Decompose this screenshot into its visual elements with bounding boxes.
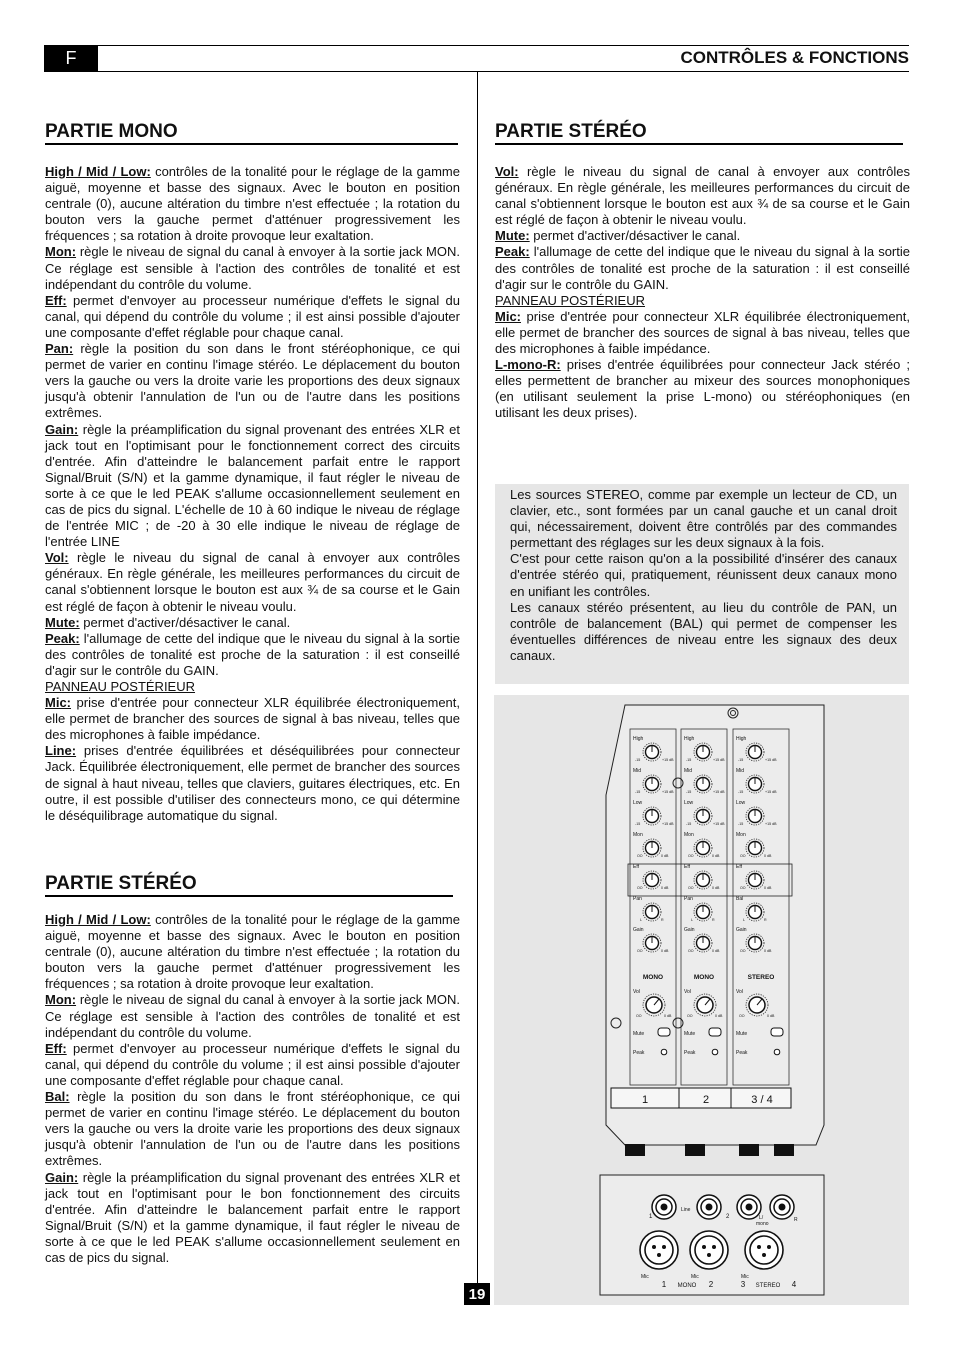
jack-input-icon xyxy=(661,1204,668,1211)
knob-scale-min: -15 xyxy=(635,758,641,762)
rear-number: 4 xyxy=(791,1280,797,1289)
jack-input-icon xyxy=(706,1204,713,1211)
knob-scale-min: -15 xyxy=(686,758,692,762)
knob-scale-max: +15 dB xyxy=(765,790,777,794)
knob-scale-min: OO xyxy=(688,854,694,858)
knob-label: Mid xyxy=(736,768,745,774)
jack-input-icon xyxy=(746,1204,753,1211)
term-hml: High / Mid / Low: xyxy=(45,164,151,179)
channel-type-label: MONO xyxy=(642,974,664,981)
peak-led-icon xyxy=(774,1049,780,1055)
knob-scale-min: OO xyxy=(637,949,643,953)
knob-label: Low xyxy=(736,800,746,806)
knob-scale-max: 0 dB xyxy=(712,949,720,953)
knob-scale-max: +15 dB xyxy=(662,822,674,826)
column-divider xyxy=(477,71,478,1283)
knob-label: High xyxy=(633,736,644,742)
rear-number: 3 xyxy=(740,1280,746,1289)
channel-number: 3 / 4 xyxy=(751,1094,773,1106)
peak-led-icon xyxy=(712,1049,718,1055)
knob-scale-max: 0 dB xyxy=(661,949,669,953)
knob-scale-min: OO xyxy=(637,886,643,890)
knob-scale-l: L xyxy=(691,918,693,922)
rear-number: 2 xyxy=(726,1214,730,1220)
xlr-pin-icon xyxy=(767,1245,771,1249)
mute-label: Mute xyxy=(633,1031,645,1037)
knob-label: Low xyxy=(633,800,643,806)
jack-input-icon xyxy=(779,1204,786,1211)
rubber-foot-icon xyxy=(685,1144,705,1156)
knob-scale-max: +15 dB xyxy=(765,822,777,826)
knob-label: Eff xyxy=(736,864,743,870)
knob-label: High xyxy=(684,736,695,742)
peak-label: Peak xyxy=(684,1050,696,1056)
knob-scale-r: R xyxy=(764,918,767,922)
lmono-label: L/ xyxy=(759,1215,764,1221)
peak-led-icon xyxy=(661,1049,667,1055)
r-label: R xyxy=(794,1217,798,1223)
page-number: 19 xyxy=(464,1283,490,1305)
mute-button-icon xyxy=(771,1028,783,1036)
knob-scale-r: R xyxy=(661,918,664,922)
stereo-section-right: PARTIE STÉRÉO Vol: règle le niveau du signal de canal à envoyer aux contrôles généraux. En règle générale, les meilleures performances du circuit de canal s'obtiennent lorsque le bouton est aux ¾ de sa course et le Gain est réglé de façon à obtenir le niveau voulu. Mute: permet d'activer/désactiver le canal. Peak: l'allumage de cette del indique que le niveau du signal à la sortie des contrôles de tonalité est proche de la saturation : il est conseillé d'agir sur le contrôle du GAIN. PANNEAU POSTÉRIEUR Mic: prise d'entrée pour connecteur XLR équilibrée électroniquement, elle permet de brancher des sources de signal à bas niveau, telles que des microphones à faible impédance. L-mono-R: prises d'entrée équilibrées pour connecteur Jack stéréo ; elles permettent de brancher au mixeur des sources monophoniques (en utilisant seulement la prise L-mono) ou stéréophoniques (en utilisant les deux prises). xyxy=(495,121,910,421)
knob-label: Mid xyxy=(633,768,642,774)
knob-label: Eff xyxy=(684,864,691,870)
knob-scale-max: 0 dB xyxy=(661,886,669,890)
knob-scale-min: OO xyxy=(740,949,746,953)
line-label: Line xyxy=(681,1207,691,1213)
knob-scale-max: 0 dB xyxy=(764,949,772,953)
xlr-pin-icon xyxy=(762,1253,766,1257)
knob-label: Vol xyxy=(684,989,691,995)
xlr-pin-icon xyxy=(702,1245,706,1249)
mute-button-icon xyxy=(709,1028,721,1036)
knob-scale-max: 0 dB xyxy=(664,1014,672,1018)
rear-number: 1 xyxy=(649,1214,653,1220)
xlr-pin-icon xyxy=(662,1245,666,1249)
mute-button-icon xyxy=(658,1028,670,1036)
knob-scale-max: +15 dB xyxy=(662,758,674,762)
knob-label: Pan xyxy=(684,896,693,902)
header-rule-top xyxy=(44,45,909,46)
knob-scale-l: L xyxy=(743,918,745,922)
peak-label: Peak xyxy=(633,1050,645,1056)
knob-scale-min: OO xyxy=(739,1014,745,1018)
knob-label: Vol xyxy=(736,989,743,995)
rear-stereo-label: STEREO xyxy=(755,1283,781,1289)
mono-section-title: PARTIE MONO xyxy=(45,121,460,145)
knob-scale-max: +15 dB xyxy=(713,758,725,762)
knob-scale-min: -15 xyxy=(686,790,692,794)
knob-scale-max: +15 dB xyxy=(765,758,777,762)
knob-scale-min: OO xyxy=(687,1014,693,1018)
knob-label: Pan xyxy=(633,896,642,902)
xlr-pin-icon xyxy=(657,1253,661,1257)
rubber-foot-icon xyxy=(774,1144,794,1156)
xlr-input-icon xyxy=(645,1236,673,1264)
mic-label: Mic xyxy=(691,1274,699,1280)
knob-scale-max: 0 dB xyxy=(715,1014,723,1018)
xlr-input-icon xyxy=(750,1236,778,1264)
channel-type-label: MONO xyxy=(693,974,715,981)
stereo-section-title-left: PARTIE STÉRÉO xyxy=(45,873,460,897)
knob-label: Bal xyxy=(736,896,744,902)
knob-scale-l: L xyxy=(640,918,642,922)
channel-type-label: STEREO xyxy=(747,974,775,981)
knob-label: Mid xyxy=(684,768,693,774)
knob-scale-max: 0 dB xyxy=(767,1014,775,1018)
knob-label: Low xyxy=(684,800,694,806)
xlr-input-icon xyxy=(695,1236,723,1264)
rear-panel-heading: PANNEAU POSTÉRIEUR xyxy=(45,679,196,694)
stereo-note-box: Les sources STEREO, comme par exemple un lecteur de CD, un clavier, etc., sont formées par un canal gauche et un canal droit qui, nécessairement, doivent être contrôlés par des commandes permettant des réglages sur les deux signaux à la fois. C'est pour cette raison qu'on a la possibilité d'insérer des canaux d'entrée stéréo qui, pratiquement, réunissent deux canaux mono en unifiant les contrôles. Les canaux stéréo présentent, au lieu du contrôle de PAN, un contrôle de balancement (BAL) qui permet de compenser les éventuelles différences de niveau entre les signaux des deux canaux. xyxy=(495,484,909,684)
xlr-pin-icon xyxy=(757,1245,761,1249)
knob-scale-min: OO xyxy=(740,854,746,858)
knob-label: Eff xyxy=(633,864,640,870)
knob-label: Vol xyxy=(633,989,640,995)
knob-label: Mon xyxy=(736,832,746,838)
knob-scale-max: 0 dB xyxy=(712,886,720,890)
knob-scale-min: -15 xyxy=(738,790,744,794)
rubber-foot-icon xyxy=(739,1144,759,1156)
mute-label: Mute xyxy=(736,1031,748,1037)
language-badge: F xyxy=(44,45,98,72)
knob-scale-min: OO xyxy=(740,886,746,890)
peak-label: Peak xyxy=(736,1050,748,1056)
lmono-label: mono xyxy=(756,1221,769,1227)
knob-scale-min: OO xyxy=(688,949,694,953)
mic-label: Mic xyxy=(641,1274,649,1280)
page-header-title: CONTRÔLES & FONCTIONS xyxy=(680,48,909,67)
knob-scale-max: 0 dB xyxy=(712,854,720,858)
xlr-pin-icon xyxy=(707,1253,711,1257)
channel-number: 2 xyxy=(702,1094,710,1106)
rear-number: 2 xyxy=(708,1280,714,1289)
knob-scale-min: -15 xyxy=(635,822,641,826)
knob-scale-max: 0 dB xyxy=(764,854,772,858)
knob-scale-min: OO xyxy=(637,854,643,858)
knob-label: Gain xyxy=(736,927,747,933)
knob-label: Mon xyxy=(633,832,643,838)
mute-label: Mute xyxy=(684,1031,696,1037)
knob-label: Gain xyxy=(633,927,644,933)
knob-scale-min: -15 xyxy=(738,758,744,762)
rubber-foot-icon xyxy=(625,1144,645,1156)
channel-number: 1 xyxy=(641,1094,649,1106)
knob-scale-max: +15 dB xyxy=(662,790,674,794)
knob-scale-r: R xyxy=(712,918,715,922)
mono-section: PARTIE MONO High / Mid / Low: contrôles de la tonalité pour le réglage de la gamme aiguë, moyenne et basse des signaux. Avec le bouton en position centrale (0), aucune altération du timbre n'est effectuée ; la rotation du bouton vers la gauche permet d'atténuer progressivement les fréquences ; sa rotation à droite provoque leur exaltation. Mon: règle le niveau de signal du canal à envoyer à la sortie jack MON. Ce réglage est sensible à l'action des contrôles de tonalité et est indépendant du contrôle du volume. Eff: permet d'envoyer au processeur numérique d'effets le signal du canal, qui dépend du contrôle du volume ; il est ainsi possible d'ajouter une composante d'effet réglable pour chaque canal. Pan: règle la position du son dans le front stéréophonique, ce qui permet de varier en continu l'image stéréo. Le déplacement du bouton vers la gauche ou vers la droite varie les proportions des deux signaux jusqu'à obtenir l'annulation de l'un ou de l'autre dans les positions extrêmes. Gain: règle la préamplification du signal provenant des entrées XLR et jack tout en l'optimisant pour le fonctionnement correct des circuits d'entrée. Afin d'atteindre le balancement parfait entre le rapport Signal/Bruit (S/N) et la gamme dynamique, il faut régler le niveau de sorte à ce que le led PEAK s'allume occasionnellement seulement en cas de pics du signal. L'échelle de 10 à 60 indique le niveau de réglage de l'entrée MIC ; de -20 à 30 elle indique le niveau de réglage de l'entrée LINE Vol: règle le niveau du signal de canal à envoyer aux contrôles généraux. En règle générale, les meilleures performances du circuit de canal s'obtiennent lorsque le bouton est aux ¾ de sa course et le Gain est réglé de façon à obtenir le niveau voulu. Mute: permet d'activer/désactiver le canal. Peak: l'allumage de cette del indique que le niveau du signal à la sortie des contrôles de tonalité est proche de la saturation : il est conseillé d'agir sur le contrôle du GAIN. PANNEAU POSTÉRIEUR Mic: prise d'entrée pour connecteur XLR équilibrée électroniquement, elle permet de brancher des sources de signal à bas niveau, telles que des microphones à faible impédance. Line: prises d'entrée équilibrées et déséquilibrées pour connecteur Jack. Équilibrée électroniquement, elle permet de brancher des sources de signal à haut niveau, telles que claviers, guitares électriques, etc. En outre, il est possible d'utiliser des connecteurs mono, ce qui détermine le déséquilibrage automatique du signal. xyxy=(45,121,460,823)
mic-label: Mic xyxy=(741,1274,749,1280)
knob-scale-min: OO xyxy=(636,1014,642,1018)
rear-number: 1 xyxy=(661,1280,667,1289)
knob-scale-min: OO xyxy=(688,886,694,890)
rear-mono-label: MONO xyxy=(677,1283,697,1289)
stereo-section-title-right: PARTIE STÉRÉO xyxy=(495,121,910,145)
knob-scale-max: 0 dB xyxy=(661,854,669,858)
knob-scale-min: -15 xyxy=(686,822,692,826)
mixer-panel-illustration xyxy=(494,695,909,1305)
knob-scale-max: 0 dB xyxy=(764,886,772,890)
stereo-section-left: PARTIE STÉRÉO High / Mid / Low: contrôles de la tonalité pour le réglage de la gamme aiguë, moyenne et basse des signaux. Avec le bouton en position centrale (0), aucune altération du timbre n'est effectuée ; la rotation du bouton vers la gauche permet d'atténuer progressivement les fréquences ; sa rotation à droite provoque leur exaltation. Mon: règle le niveau de signal du canal à envoyer à la sortie jack MON. Ce réglage est sensible à l'action des contrôles de tonalité et est indépendant du contrôle du volume. Eff: permet d'envoyer au processeur numérique d'effets le signal du canal, qui dépend du contrôle du volume ; il est ainsi possible d'ajouter une composante d'effet réglable pour chaque canal. Bal: règle la position du son dans le front stéréophonique, ce qui permet de varier en continu l'image stéréo. Le déplacement du bouton vers la gauche ou vers la droite varie les proportions des deux signaux jusqu'à obtenir l'annulation de l'un ou de l'autre dans les positions extrêmes. Gain: règle la préamplification du signal provenant des entrées XLR et jack tout en l'optimisant pour le bon fonctionnement des circuits d'entrée. Afin d'atteindre le balancement parfait entre le rapport Signal/Bruit (S/N) et la gamme dynamique, il faut régler le niveau de sorte à ce que le led PEAK s'allume occasionnellement seulement en cas de pics du signal. xyxy=(45,873,460,1265)
knob-scale-max: +15 dB xyxy=(713,790,725,794)
knob-scale-min: -15 xyxy=(738,822,744,826)
knob-label: Mon xyxy=(684,832,694,838)
knob-scale-min: -15 xyxy=(635,790,641,794)
knob-scale-max: +15 dB xyxy=(713,822,725,826)
xlr-pin-icon xyxy=(712,1245,716,1249)
xlr-pin-icon xyxy=(652,1245,656,1249)
knob-label: Gain xyxy=(684,927,695,933)
knob-label: High xyxy=(736,736,747,742)
